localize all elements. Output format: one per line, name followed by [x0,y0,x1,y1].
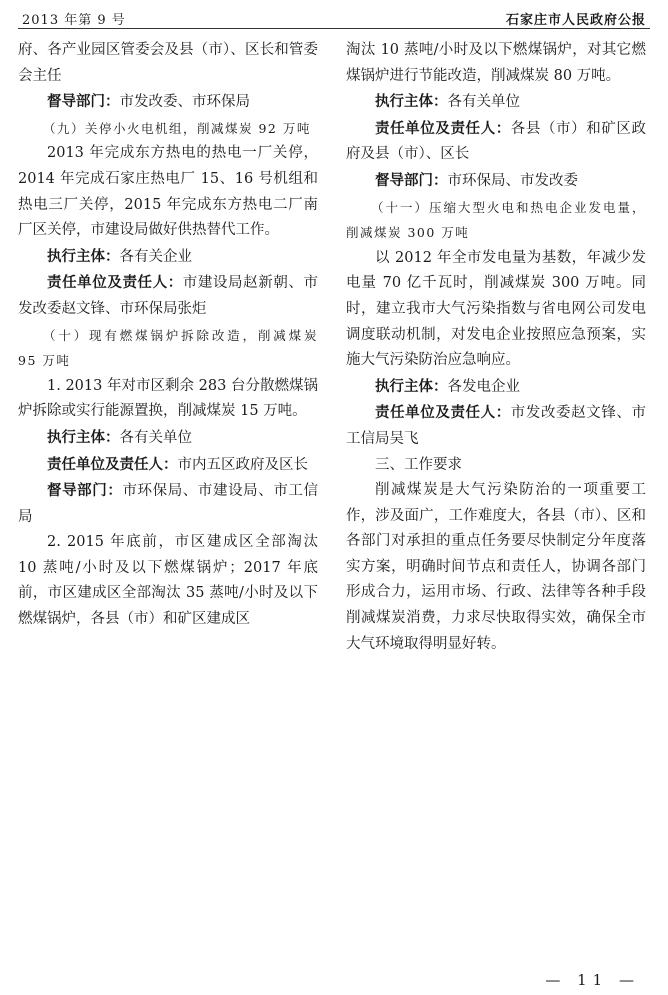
label-line [346,89,646,116]
label: 执行主体： [375,377,448,395]
left-column [18,38,318,633]
label: 执行主体： [47,428,120,446]
label-value: 市环保局、市建设局、市工信局 [18,483,319,525]
paragraph: 府、各产业园区管委会及县（市）、区长和管委会主任 [18,42,318,84]
issue-label: 2013 年第 9 号 [22,13,126,28]
label-value: 各有关企业 [119,248,192,265]
paragraph: 2. 2015 年底前，市区建成区全部淘汰 10 蒸吨/小时及以下燃煤锅炉；2017 年底前，市区建成区全部淘汰 35 蒸吨/小时及以下燃煤锅炉，各县（市）和矿区建成区 [18,534,318,628]
label: 责任单位及责任人： [375,119,511,137]
page-header [18,6,650,29]
label-value: 市发改委、市环保局 [119,94,250,111]
label: 责任单位及责任人： [47,455,178,473]
paragraph: 淘汰 10 蒸吨/小时及以下燃煤锅炉，对其它燃煤锅炉进行节能改造，削减煤炭 80 万吨。 [346,42,646,84]
label-value: 各有关单位 [119,429,192,446]
paragraph: 削减煤炭是大气污染防治的一项重要工作，涉及面广，工作难度大，各县（市）、区和各部门对承担的重点任务要尽快制定分年度落实方案，明确时间节点和责任人，协调各部门形成合力，运用市场、行政、法律等各种手段削减煤炭消费，力求尽快取得实效，确保全市大气环境取得明显好转。 [346,482,646,652]
label: 责任单位及责任人： [47,274,183,292]
label-line [346,116,646,168]
label-line [18,452,318,479]
label-line [346,168,646,195]
label-line [18,89,318,116]
publication-title: 石家庄市人民政府公报 [505,13,646,28]
subheading: （十一）压缩大型火电和热电企业发电量，削减煤炭 300 万吨 [346,199,646,241]
label-line [346,400,646,452]
label: 责任单位及责任人： [375,404,511,422]
section-heading: 三、工作要求 [375,456,462,473]
label-line [346,374,646,401]
label: 督导部门： [47,482,123,500]
label-line [18,425,318,452]
page-number: — 11 — [545,971,640,989]
right-column [346,38,646,657]
label: 执行主体： [47,247,120,265]
label-value: 市内五区政府及区长 [177,456,308,473]
paragraph: 2013 年完成东方热电的热电一厂关停，2014 年完成石家庄热电厂 15、16 号机组和热电三厂关停，2015 年完成东方热电二厂南厂区关停，市建设局做好供热替代工作。 [18,145,318,239]
subheading: （十）现有燃煤锅炉拆除改造，削减煤炭 95 万吨 [18,327,318,369]
label: 督导部门： [47,93,120,111]
label-value: 各县（市）和矿区政府及县（市）、区长 [346,120,647,163]
label: 执行主体： [375,93,448,111]
label-value: 各有关单位 [447,94,520,111]
label-line [18,478,318,530]
label-value: 市发改委赵文锋、市工信局吴飞 [346,405,647,447]
paragraph: 以 2012 年全市发电量为基数，年减少发电量 70 亿千瓦时，削减煤炭 300 万吨。同时，建立我市大气污染指数与省电网公司发电调度联动机制，对发电企业按照应急预案，实施大气污染防治应急响应。 [346,249,646,369]
subheading: （九）关停小火电机组，削减煤炭 92 万吨 [43,120,311,136]
label-value: 市环保局、市发改委 [447,172,578,189]
label: 督导部门： [375,171,448,189]
paragraph: 1. 2013 年对市区剩余 283 台分散燃煤锅炉拆除或实行能源置换，削减煤炭 15 万吨。 [18,377,318,420]
label-value: 市建设局赵新朝、市发改委赵文锋、市环保局张炬 [18,275,319,317]
label-line [18,244,318,271]
label-value: 各发电企业 [447,378,520,395]
label-line [18,270,318,322]
